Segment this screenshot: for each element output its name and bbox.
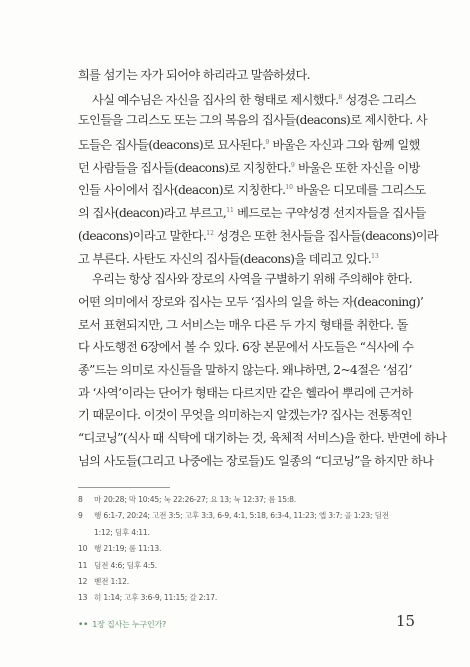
body-line-text: 어떤 의미에서 장로와 집사는 모두 ‘집사의 일을 하는 자(deaconing)’ bbox=[78, 294, 424, 309]
body-line-text: 님의 사도들(그리고 나중에는 장로들)도 일종의 “디코닝”을 하지만 하나 bbox=[78, 453, 434, 468]
footnote-text: 히 1:14; 고후 3:6-9, 11:15; 갈 2:17. bbox=[94, 593, 218, 603]
footnote-text: 행 6:1-7, 20:24; 고전 3:5; 고후 3:3, 6-9, 4:1, 5:18, 6:3-4, 11:23; 엡 3:7; 골 1:23; 딤전 bbox=[94, 511, 389, 521]
body-line-text: 사실 예수님은 자신을 집사의 한 형태로 제시했다. bbox=[92, 92, 339, 107]
footnote-number: 12 bbox=[78, 577, 88, 587]
footnote-reference[interactable]: 9 bbox=[291, 161, 295, 169]
footnote-number: 9 bbox=[78, 511, 83, 521]
footnote-item bbox=[78, 590, 418, 606]
page-number: 15 bbox=[396, 612, 416, 630]
footnote-reference[interactable]: 13 bbox=[371, 252, 379, 260]
body-line-text: 던 사람들을 집사들(deacons)로 지칭한다. bbox=[78, 160, 292, 175]
body-line-text: 로서 표현되지만, 그 서비스는 매우 다른 두 가지 형태를 취한다. 돌 bbox=[78, 317, 408, 332]
footnote-number: 13 bbox=[78, 593, 88, 603]
footnote-item bbox=[78, 508, 418, 524]
footnote-divider bbox=[78, 487, 170, 488]
body-line bbox=[78, 246, 414, 269]
footnote-item bbox=[78, 541, 418, 557]
footnote-reference[interactable]: 9 bbox=[265, 139, 270, 147]
footnote-item bbox=[78, 492, 418, 508]
footnote-number: 8 bbox=[78, 495, 83, 504]
body-line-text: 다 사도행전 6장에서 볼 수 있다. 6장 본문에서 사도들은 “식사에 수 bbox=[78, 340, 414, 355]
body-line-text-after: 성경은 또한 천사들을 집사들(deacons)이라 bbox=[213, 228, 439, 243]
chapter-title: 1장 집사는 누구인가? bbox=[92, 620, 167, 629]
body-line-text: 도들은 집사들(deacons)로 묘사된다. bbox=[78, 138, 266, 153]
body-line bbox=[78, 427, 447, 450]
footnote-reference[interactable]: 10 bbox=[285, 184, 293, 192]
body-line-text-after: 바울은 또한 자신을 이방 bbox=[294, 160, 420, 175]
body-line bbox=[78, 87, 414, 110]
body-line-text: 희를 섬기는 자가 되어야 하리라고 말씀하셨다. bbox=[78, 68, 310, 82]
footnote-text: 딤전 4:6; 딤후 4:5. bbox=[94, 560, 157, 570]
body-line-text-after: 성경은 그리스 bbox=[342, 92, 416, 107]
footnote-number bbox=[78, 525, 94, 541]
body-text bbox=[78, 64, 447, 472]
body-line bbox=[78, 450, 434, 473]
body-line bbox=[78, 382, 414, 405]
footnotes bbox=[78, 492, 418, 607]
body-line-text: 도인들을 그리스도 또는 그의 복음의 집사들(deacons)로 제시한다. 사 bbox=[78, 113, 428, 128]
body-line-text-after: 바울은 자신과 그와 함께 일했 bbox=[269, 138, 420, 153]
body-line-text: 종”드는 의미로 자신들을 말하지 않는다. 왜냐하면, 2~4절은 ‘섬김’ bbox=[78, 362, 412, 377]
body-line bbox=[78, 404, 414, 427]
body-line-text-after: 바울은 디모데를 그리스도 bbox=[293, 183, 426, 198]
body-line bbox=[78, 223, 439, 246]
running-footer bbox=[78, 619, 166, 630]
footnote-item bbox=[78, 558, 418, 574]
body-line-text: (deacons)이라고 말한다. bbox=[78, 228, 207, 243]
body-line bbox=[78, 200, 426, 223]
footnote-text: 행 21:19; 롬 11:13. bbox=[94, 544, 162, 554]
footnote-number: 11 bbox=[78, 560, 88, 570]
body-line-text: 기 때문이다. 이것이 무엇을 의미하는지 알겠는가? 집사는 전통적인 bbox=[78, 408, 412, 423]
body-line-text-after: 베드로는 구약성경 선지자들을 집사들 bbox=[233, 206, 426, 221]
footer-dots-icon: •• bbox=[78, 620, 89, 630]
body-line-text: 인들 사이에서 집사(deacon)로 지칭한다. bbox=[78, 183, 286, 198]
body-line bbox=[78, 109, 428, 132]
footnote-number: 10 bbox=[78, 544, 88, 554]
footnote-item bbox=[78, 574, 418, 590]
footnote-reference[interactable]: 12 bbox=[206, 229, 214, 237]
body-line bbox=[78, 132, 420, 155]
body-line bbox=[78, 155, 420, 178]
body-line bbox=[78, 359, 414, 382]
footnote-reference[interactable]: 8 bbox=[338, 93, 343, 101]
footnote-text: 1:12; 딤후 4:11. bbox=[94, 527, 150, 537]
footnote-text: 마 20:28; 막 10:45; 눅 22:26-27; 요 13; 눅 12:37; 롬 15:8. bbox=[94, 495, 297, 504]
body-line bbox=[78, 314, 414, 337]
footnote-text: 벧전 1:12. bbox=[94, 577, 129, 587]
body-line-text: 고 부른다. 사탄도 자신의 집사들(deacons)을 데리고 있다. bbox=[78, 251, 372, 266]
body-line-text: 우리는 항상 집사와 장로의 사역을 구별하기 위해 주의해야 한다. bbox=[92, 272, 412, 287]
body-line-text: “디코닝”(식사 때 식탁에 대기하는 것, 육체적 서비스)을 한다. 반면에 하나 bbox=[78, 431, 447, 445]
body-line bbox=[78, 336, 414, 359]
body-line-text: 의 집사(deacon)라고 부르고, bbox=[78, 206, 227, 221]
footnote-item bbox=[78, 525, 418, 541]
footnote-reference[interactable]: 11 bbox=[226, 207, 234, 215]
body-line-text: 과 ‘사역’이라는 단어가 형태는 다르지만 같은 헬라어 뿌리에 근거하 bbox=[78, 385, 413, 400]
body-line bbox=[78, 177, 426, 200]
body-line bbox=[78, 268, 414, 291]
body-line bbox=[78, 64, 414, 87]
body-line bbox=[78, 291, 424, 314]
